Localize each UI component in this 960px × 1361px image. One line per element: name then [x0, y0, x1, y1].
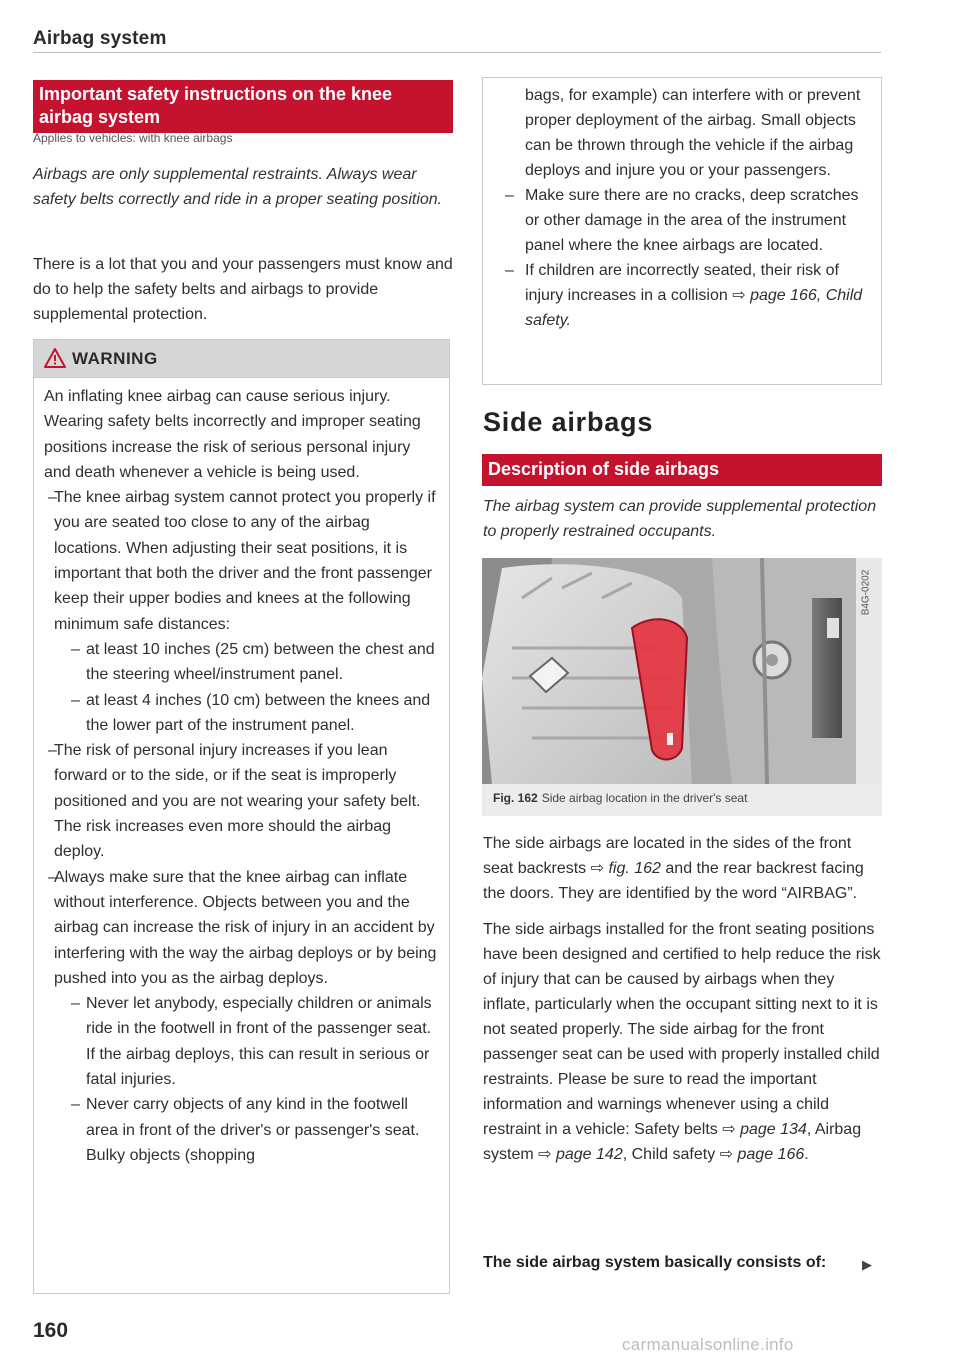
airbag-system-page-link[interactable]: ⇨ page 142	[538, 1146, 623, 1163]
warning-item-2-text: The risk of personal injury increases if you lean forward or to the side, or if the seat is improperly positioned and you are not wearing your safety belt. The risk increases even more should the airbag deploy.	[54, 742, 421, 861]
child-safety-page-link-2[interactable]: ⇨ page 166	[719, 1146, 805, 1163]
knee-airbag-para-container	[33, 252, 453, 327]
knee-airbag-para: There is a lot that you and your passengers must know and do to help the safety belts and airbags to provide supplemental protection.	[33, 256, 453, 323]
figure-caption-text: Side airbag location in the driver's seat	[541, 791, 748, 805]
warning-continuation-box	[482, 77, 882, 385]
warning-body	[34, 378, 449, 1168]
warning-box	[33, 339, 450, 1294]
site-watermark: carmanualsonline.info	[622, 1335, 794, 1354]
warning-header	[34, 340, 449, 378]
para1-text-b: and the rear backrest facing the doors. They are identified by the word “AIRBAG”.	[483, 860, 864, 902]
side-airbag-para-1	[483, 831, 883, 906]
knee-airbag-intro: Airbags are only supplemental restraints. Always wear safety belts correctly and ride in a proper seating position.	[33, 166, 443, 208]
side-airbag-consists-heading: The side airbag system basically consists of:	[483, 1254, 827, 1271]
warning-triangle-icon	[44, 348, 66, 368]
running-title: Airbag system	[33, 28, 167, 49]
warning-title: WARNING	[72, 349, 158, 368]
warning-item-1	[54, 485, 439, 637]
warning-subitem-1-text: at least 10 inches (25 cm) between the chest and the steering wheel/instrument panel.	[86, 640, 435, 684]
warning-subitem-1	[54, 637, 439, 688]
warning-item-4-text: Make sure there are no cracks, deep scratches or other damage in the area of the instrument panel where the knee airbags are located.	[525, 187, 859, 254]
applies-note: Applies to vehicles: with knee airbags	[33, 131, 233, 145]
warning-continuation-text: bags, for example) can interfere with or prevent proper deployment of the airbag. Small objects can be thrown through the vehicle if the airbag deploys and injure you or your passengers.	[525, 87, 861, 179]
figure-code: B4G-0202	[860, 569, 872, 616]
section-title: Side airbags	[483, 407, 654, 437]
child-safety-page-link[interactable]: ⇨ page 166, Child safety.	[525, 287, 863, 329]
header-rule	[33, 52, 881, 53]
side-airbag-body	[483, 831, 883, 1178]
warning-item-4	[495, 183, 869, 258]
warning-subitem-4	[54, 1092, 439, 1168]
side-airbag-banner: Description of side airbags	[482, 454, 882, 486]
figure-caption	[493, 791, 747, 805]
warning-text: An inflating knee airbag can cause serious injury. Wearing safety belts incorrectly and improper seating positions increase the risk of serious personal injury and death whenever a vehicle is being used.	[44, 388, 421, 481]
knee-airbag-banner: Important safety instructions on the knee airbag system	[33, 80, 453, 133]
warning-item-1-text: The knee airbag system cannot protect you properly if you are seated too close to any of the airbag locations. When adjusting their seat positions, it is important that both the driver and the front passenger keep their upper bodies and knees at the following minimum safe distances:	[54, 489, 436, 633]
warning-item-2	[54, 738, 439, 864]
figure-162-link[interactable]: ⇨ fig. 162	[590, 860, 661, 877]
warning-item-5	[495, 258, 869, 333]
side-airbag-para-2	[483, 917, 883, 1167]
figure-label: Fig. 162	[493, 791, 538, 805]
para1-text-a: The side airbags are located in the sides of the front seat backrests	[483, 835, 852, 877]
side-airbag-figure	[482, 558, 882, 784]
warning-subitem-2-text: at least 4 inches (10 cm) between the knees and the lower part of the instrument panel.	[86, 691, 431, 734]
warning-subitem-2	[54, 688, 439, 739]
warning-subitem-3	[54, 991, 439, 1092]
warning-subitem-3-text: Never let anybody, especially children or animals ride in the footwell in front of the passenger seat. If the airbag deploys, this can result in serious or fatal injuries.	[86, 995, 432, 1089]
warning-item-3-text: Always make sure that the knee airbag can inflate without interference. Objects between you and the airbag can increase the risk of injury in an accident by interfering with the way the airbag deploys or by being pushed into you as the airbag deploys.	[54, 868, 437, 987]
safety-belts-page-link[interactable]: ⇨ page 134	[722, 1121, 807, 1138]
warning-continuation-body	[483, 78, 881, 333]
continue-arrow-icon: ▶	[862, 1257, 872, 1272]
para2-text-d: .	[804, 1146, 809, 1163]
para2-text-a: The side airbags installed for the front seating positions have been designed and certified to help reduce the risk of injury that can be caused by airbags when they inflate, particularly when the occupant sitting next to it is not seated properly. The side airbag for the front passenger seat can be used with properly installed child restraints. Please be sure to read the important information and warnings whenever using a child restraint in a vehicle: Safety belts	[483, 921, 881, 1138]
seat-illustration	[482, 558, 882, 784]
para2-text-b: , Airbag system	[483, 1121, 862, 1163]
figure-code-container	[860, 564, 880, 624]
warning-item-5-text: If children are incorrectly seated, their risk of injury increases in a collision	[525, 262, 839, 304]
side-airbag-intro: The airbag system can provide supplemental protection to properly restrained occupants.	[483, 498, 877, 540]
page-number: 160	[33, 1319, 69, 1342]
warning-item-3	[54, 865, 439, 991]
warning-subitem-4-text: Never carry objects of any kind in the footwell area in front of the driver's or passenger's seat. Bulky objects (shopping	[86, 1096, 420, 1164]
para2-text-c: , Child safety	[622, 1146, 720, 1163]
